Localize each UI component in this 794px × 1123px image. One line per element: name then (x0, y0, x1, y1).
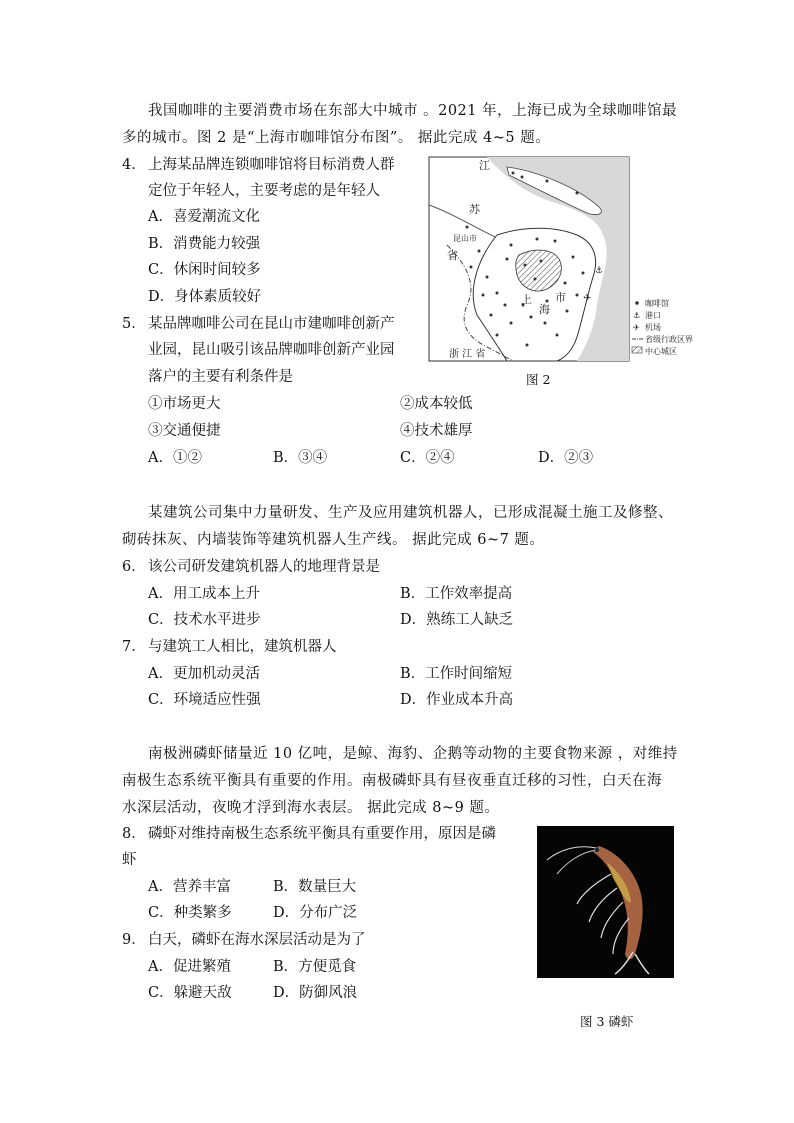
legend-airport: 机场 (645, 323, 661, 332)
q7-stem: 与建筑工人相比，建筑机器人 (148, 639, 337, 655)
q9-stem: 白天，磷虾在海水深层活动是为了 (148, 932, 366, 948)
q7-option-b[interactable]: B．工作时间缩短 (400, 666, 513, 682)
intro-g1-line2: 多的城市。图 2 是“上海市咖啡馆分布图”。 据此完成 4~5 题。 (122, 130, 551, 146)
q5-option-c[interactable]: C．②④ (400, 450, 455, 466)
legend-coffee: 咖啡馆 (645, 299, 669, 308)
q6-option-b[interactable]: B．工作效率提高 (400, 586, 513, 602)
q5-statement-3: ③交通便捷 (148, 423, 221, 439)
intro-g1-line1: 我国咖啡的主要消费市场在东部大中城市 。2021 年，上海已成为全球咖啡馆最 (148, 103, 678, 119)
legend-port: 港口 (645, 311, 661, 320)
map-label-su: 苏 (469, 203, 480, 216)
q4-stem-line1: 上海某品牌连锁咖啡馆将目标消费人群 (148, 157, 395, 173)
legend-urban: 中心城区 (645, 347, 677, 356)
q5-option-a[interactable]: A．①② (148, 450, 202, 466)
intro-g3-line2: 南极生态系统平衡具有重要的作用。南极磷虾具有昼夜垂直迁移的习性，白天在海 (122, 773, 662, 789)
q5-statement-2: ②成本较低 (400, 396, 473, 412)
intro-g3-line3: 水深层活动，夜晚才浮到海水表层。 据此完成 8~9 题。 (122, 800, 500, 816)
q9-option-d[interactable]: D．防御风浪 (273, 985, 358, 1001)
q6-option-d[interactable]: D．熟练工人缺乏 (400, 612, 514, 628)
intro-g2-line2: 砌砖抹灰、内墙装饰等建筑机器人生产线。 据此完成 6~7 题。 (122, 532, 545, 548)
q8-option-a[interactable]: A．营养丰富 (148, 879, 231, 895)
map-label-jiang: 江 (479, 159, 490, 172)
q6-option-a[interactable]: A．用工成本上升 (148, 586, 260, 602)
q5-option-b[interactable]: B．③④ (273, 450, 328, 466)
map-label-shang: 上 (521, 293, 532, 306)
legend-airport-icon: ✈ (633, 323, 640, 332)
q6-number: 6． (122, 559, 146, 575)
legend-boundary: 省级行政区界 (645, 335, 693, 344)
q8-option-c[interactable]: C．种类繁多 (148, 905, 232, 921)
intro-g3-line1: 南极洲磷虾储量近 10 亿吨，是鲸、海豹、企鹅等动物的主要食物来源 ，对维持 (148, 746, 678, 762)
map-label-sheng: 省 (447, 249, 458, 262)
q8-number: 8． (122, 826, 146, 842)
q4-option-c[interactable]: C．休闲时间较多 (148, 262, 261, 278)
shanghai-coffee-map (427, 155, 717, 365)
q8-stem-line1: 磷虾对维持南极生态系统平衡具有重要作用，原因是磷 (148, 826, 496, 842)
intro-g2-line1: 某建筑公司集中力量研发、生产及应用建筑机器人，已形成混凝土施工及修整、 (148, 505, 673, 521)
q5-statement-1: ①市场更大 (148, 396, 221, 412)
q7-option-c[interactable]: C．环境适应性强 (148, 692, 261, 708)
q7-option-d[interactable]: D．作业成本升高 (400, 692, 514, 708)
map-label-shi: 市 (555, 291, 566, 304)
q5-stem-line2: 业园，昆山吸引该品牌咖啡创新产业园 (148, 342, 395, 358)
q6-option-c[interactable]: C．技术水平进步 (148, 612, 261, 628)
q9-option-a[interactable]: A．促进繁殖 (148, 959, 231, 975)
figure2-caption: 图 2 (526, 372, 551, 387)
q9-number: 9． (122, 932, 146, 948)
q4-option-d[interactable]: D．身体素质较好 (148, 289, 262, 305)
map-legend (632, 298, 693, 356)
q9-option-c[interactable]: C．躲避天敌 (148, 985, 232, 1001)
q5-statement-4: ④技术雄厚 (400, 423, 473, 439)
q8-option-d[interactable]: D．分布广泛 (273, 905, 358, 921)
q5-number: 5． (122, 316, 146, 332)
q5-stem-line3: 落户的主要有利条件是 (148, 369, 293, 385)
map-label-hai: 海 (539, 303, 550, 316)
q4-option-b[interactable]: B．消费能力较强 (148, 236, 261, 252)
q4-option-a[interactable]: A．喜爱潮流文化 (148, 209, 260, 225)
q5-option-d[interactable]: D．②③ (538, 450, 594, 466)
figure3-caption: 图 3 磷虾 (580, 1014, 634, 1029)
port-icon: ⚓ (595, 266, 604, 276)
q8-stem-line2: 虾 (122, 852, 137, 868)
q8-option-b[interactable]: B．数量巨大 (273, 879, 357, 895)
q4-number: 4． (122, 157, 146, 173)
q4-stem-line2: 定位于年轻人，主要考虑的是年轻人 (148, 183, 380, 199)
q6-stem: 该公司研发建筑机器人的地理背景是 (148, 559, 380, 575)
map-label-zhejiang: 浙 江 省 (449, 349, 486, 360)
q7-option-a[interactable]: A．更加机动灵活 (148, 666, 260, 682)
q9-option-b[interactable]: B．方便觅食 (273, 959, 357, 975)
airport-icon: ✈ (583, 293, 592, 304)
legend-port-icon: ⚓ (633, 311, 641, 320)
map-label-kunshan: 昆山市 (453, 234, 477, 243)
krill-photo (537, 826, 674, 978)
q5-stem-line1: 某品牌咖啡公司在昆山市建咖啡创新产 (148, 316, 395, 332)
q7-number: 7． (122, 639, 146, 655)
